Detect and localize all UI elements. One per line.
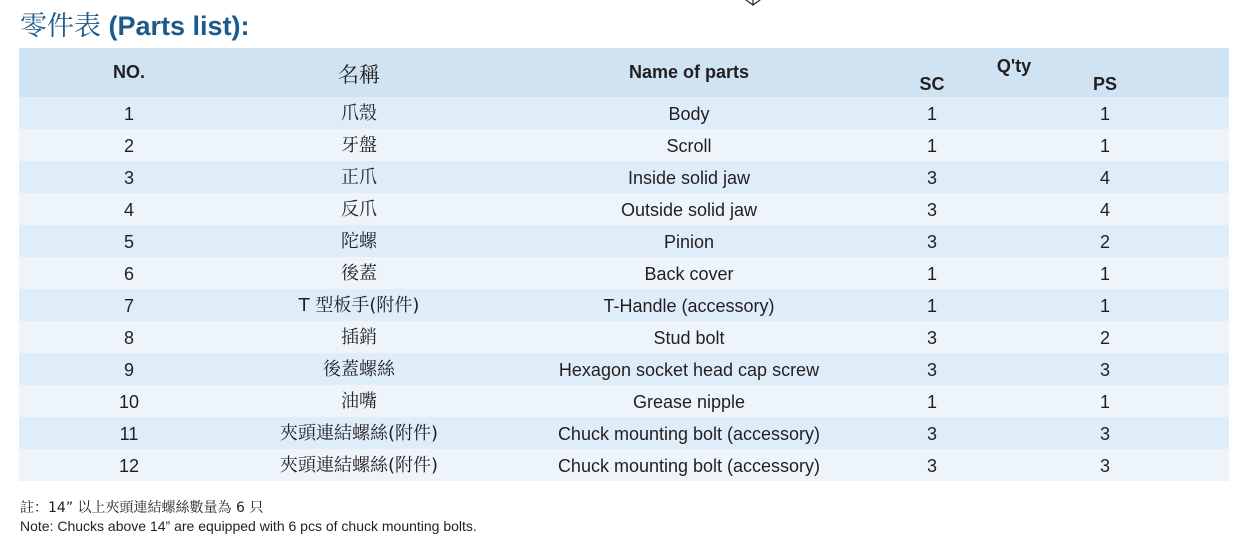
table-header (19, 48, 1229, 97)
cell-no: 11 (119, 424, 139, 444)
cell-sc: 1 (926, 392, 937, 412)
cell-ps: 1 (1099, 264, 1110, 284)
cell-name-zh: 爪殼 (341, 103, 377, 124)
cube-icon (744, 0, 762, 6)
cell-name-zh: 正爪 (341, 167, 377, 188)
cell-name-zh: 夾頭連結螺絲(附件) (279, 455, 439, 476)
table-row (19, 353, 1229, 385)
cell-name-en: Chuck mounting bolt (accessory) (557, 456, 821, 476)
parts-table (19, 48, 1229, 481)
table-row (19, 417, 1229, 449)
cell-sc: 3 (926, 424, 937, 444)
cell-sc: 1 (926, 136, 937, 156)
table-row (19, 257, 1229, 289)
cell-ps: 3 (1099, 456, 1110, 476)
cell-ps: 1 (1099, 392, 1110, 412)
cell-sc: 3 (926, 456, 937, 476)
cell-ps: 1 (1099, 296, 1110, 316)
cell-sc: 3 (926, 328, 937, 348)
cell-sc: 3 (926, 360, 937, 380)
cell-ps: 3 (1099, 424, 1110, 444)
cell-name-zh: 牙盤 (341, 135, 377, 156)
header-name-en: Name of parts (628, 62, 750, 82)
cell-name-zh: 插銷 (341, 327, 377, 348)
cell-sc: 3 (926, 200, 937, 220)
header-no: NO. (112, 62, 145, 82)
cell-name-en: Stud bolt (653, 328, 725, 348)
page-title-en: (Parts list): (108, 11, 250, 41)
cell-ps: 4 (1099, 168, 1110, 188)
table-row (19, 161, 1229, 193)
cell-sc: 3 (926, 232, 937, 252)
cell-no: 7 (123, 296, 134, 316)
cell-no: 6 (123, 264, 134, 284)
cell-sc: 1 (926, 104, 937, 124)
cell-no: 4 (123, 200, 134, 220)
page-title-zh: 零件表 (20, 11, 101, 42)
cell-ps: 2 (1099, 328, 1110, 348)
table-row (19, 97, 1229, 129)
table-body (19, 97, 1229, 481)
page-title (20, 8, 250, 44)
table-row (19, 225, 1229, 257)
cell-ps: 1 (1099, 136, 1110, 156)
cell-name-en: Inside solid jaw (627, 168, 751, 188)
table-row (19, 449, 1229, 481)
cell-name-en: Back cover (644, 264, 734, 284)
cell-no: 9 (123, 360, 134, 380)
cell-ps: 2 (1099, 232, 1110, 252)
cell-no: 8 (123, 328, 134, 348)
cell-name-zh: 夾頭連結螺絲(附件) (279, 423, 439, 444)
cell-ps: 4 (1099, 200, 1110, 220)
table-row (19, 129, 1229, 161)
cell-name-zh: 油嘴 (341, 391, 377, 412)
cell-name-zh: 陀螺 (341, 231, 377, 252)
cell-ps: 1 (1099, 104, 1110, 124)
cell-name-zh: 後蓋螺絲 (323, 359, 395, 380)
cell-name-en: Hexagon socket head cap screw (558, 360, 820, 380)
header-qty: Q'ty (996, 56, 1032, 76)
cell-name-en: Pinion (663, 232, 715, 252)
note-en: Note: Chucks above 14” are equipped with 6 pcs of chuck mounting bolts. (20, 518, 477, 534)
cell-no: 3 (123, 168, 134, 188)
cell-name-en: Grease nipple (632, 392, 746, 412)
cell-no: 5 (123, 232, 134, 252)
table-row (19, 193, 1229, 225)
cell-no: 10 (118, 392, 140, 412)
cell-name-en: Outside solid jaw (620, 200, 758, 220)
cell-name-en: T-Handle (accessory) (603, 296, 775, 316)
cell-no: 1 (123, 104, 134, 124)
header-sc: SC (919, 74, 945, 94)
table-row (19, 321, 1229, 353)
cell-no: 12 (118, 456, 140, 476)
cell-no: 2 (123, 136, 134, 156)
cell-name-en: Chuck mounting bolt (accessory) (557, 424, 821, 444)
cell-name-zh: 後蓋 (341, 263, 377, 284)
header-ps: PS (1092, 74, 1117, 94)
cell-name-en: Body (668, 104, 710, 124)
cell-name-zh: T 型板手(附件) (298, 295, 420, 316)
cell-name-en: Scroll (666, 136, 712, 156)
cell-sc: 3 (926, 168, 937, 188)
table-row (19, 385, 1229, 417)
cell-name-zh: 反爪 (341, 199, 377, 220)
table-row (19, 289, 1229, 321)
cell-sc: 1 (926, 296, 937, 316)
cell-sc: 1 (926, 264, 937, 284)
cell-ps: 3 (1099, 360, 1110, 380)
note-zh: 註：14” 以上夾頭連結螺絲數量為 6 只 (20, 500, 264, 516)
header-name-zh: 名稱 (338, 63, 380, 87)
